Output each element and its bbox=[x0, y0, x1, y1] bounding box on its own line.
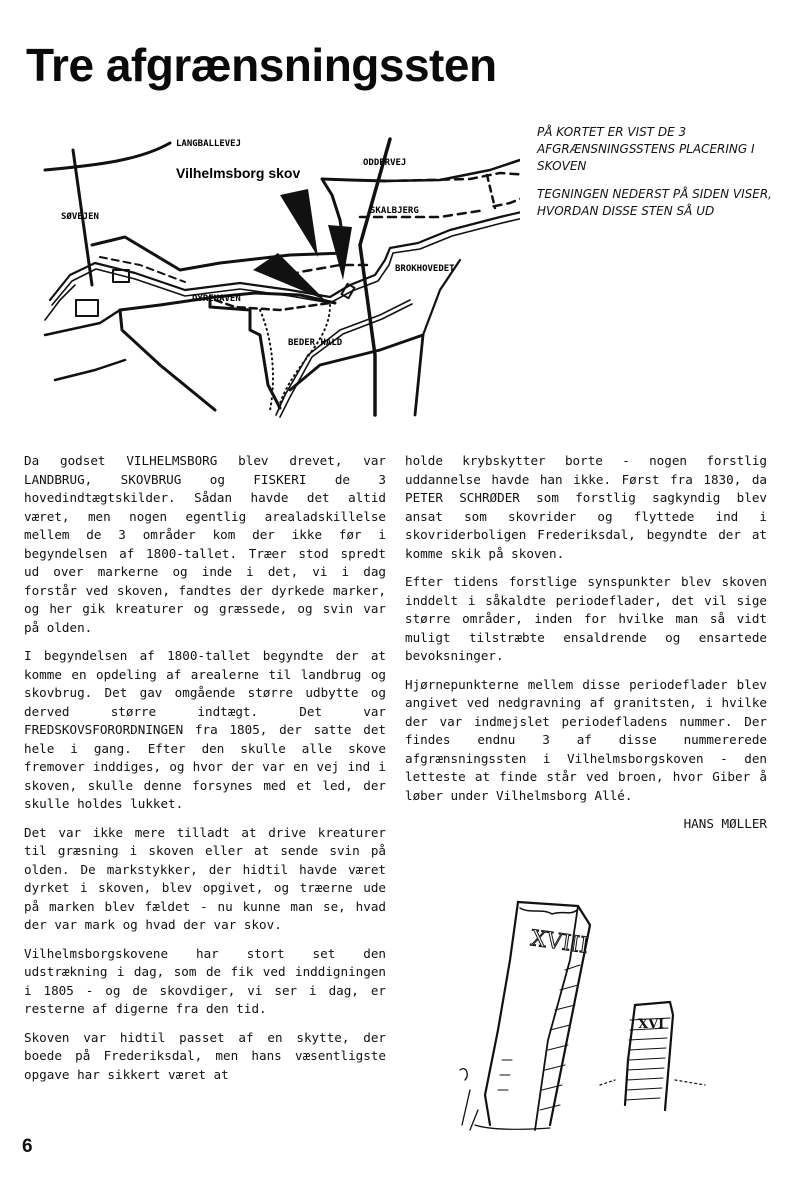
article-paragraph: holde krybskytter borte - nogen forstlig uddannelse havde han ikke. Først fra 1830, da PETER SCHRØDER som forstlig sagkyndig blev ansat som skovrider og flyttede ind i skovriderboligen Frederiksdal, begyndte der at komme skik på skoven. bbox=[405, 453, 767, 561]
stone-left-inscription: XVIII bbox=[529, 926, 590, 959]
map-label-oddervej: ODDERVEJ bbox=[363, 158, 407, 168]
caption-paragraph: PÅ KORTET ER VIST DE 3 AFGRÆNSNINGSSTENS PLACERING I SKOVEN bbox=[537, 125, 755, 173]
road-langballevej bbox=[45, 143, 170, 170]
map-label-brokhovedet: BROKHOVEDET bbox=[395, 264, 455, 274]
map-heading: Vilhelmsborg skov bbox=[176, 165, 301, 181]
map-label-skalbjerg: SKALBJERG bbox=[370, 206, 419, 216]
article-paragraph: Da godset VILHELMSBORG blev drevet, var LANDBRUG, SKOVBRUG og FISKERI de 3 hovedindtægtskilder. Sådan havde det altid været, men nogen egentlig arealadskillelse mellem de 3 områder kom der ikke før i begyndelsen af 1800-tallet. Træer stod spredt ud over markerne og inde i det, vi i dag forstår ved skoven, fandtes der dyrkede marker, og her gik kreaturer og græssede, og svin var på olden. bbox=[24, 453, 386, 635]
author-signature: HANS MØLLER bbox=[683, 816, 767, 831]
article-paragraph: Det var ikke mere tilladt at drive kreaturer til græsning i skoven eller at sende svin på olden. De markstykker, der hidtil havde været dyrket i skoven, blev opgivet, og træerne ude på marken blev fældet - nu kunne man se, hvad der var mark og hvad der var skov. bbox=[24, 824, 386, 932]
forest-map bbox=[40, 125, 520, 425]
article-paragraph: Efter tidens forstlige synspunkter blev skoven inddelt i såkaldte periodeflader, det vil sige større områder, inden for hvilke man så vidt muligt tilstræbte ensaldrende og ensartede bevoksninger. bbox=[405, 574, 767, 663]
article-column-left bbox=[24, 452, 386, 1094]
map-label-beder-hald: BEDER HALD bbox=[288, 338, 343, 348]
map-label-dyrehaven: DYREHAVEN bbox=[192, 294, 241, 304]
building bbox=[76, 300, 98, 316]
caption-paragraph: TEGNINGEN NEDERST PÅ SIDEN VISER, HVORDAN DISSE STEN SÅ UD bbox=[537, 187, 772, 218]
stone-right-inscription: XVI bbox=[638, 1017, 665, 1032]
map-label-soevejen: SØVEJEN bbox=[61, 212, 99, 222]
map-caption bbox=[537, 124, 782, 231]
map-label-langballevej: LANGBALLEVEJ bbox=[176, 139, 242, 149]
article-paragraph: I begyndelsen af 1800-tallet begyndte der at komme en opdeling af arealerne til landbrug og skovbrug. Det gav omgående større udbytte og derved større indtægt. Det var FREDSKOVSFORORDNINGEN fra 1805, der satte det hele i gang. Efter den skulle alle skove fremover inddiges, og hvor der var en vej ind i skoven, skulle denne forsynes med et led, der skulle holdes lukket. bbox=[24, 648, 386, 811]
article-paragraph: Vilhelmsborgskovene har stort set den udstrækning i dag, som de fik ved inddigningen i 1805 - og de skovdiger, vi ser i dag, er resterne af digerne fra den tid. bbox=[24, 945, 386, 1016]
stones-illustration bbox=[430, 880, 760, 1155]
article-paragraph: Skoven var hidtil passet af en skytte, der boede på Frederiksdal, men hans væsentligste opgave har sikkert været at bbox=[24, 1029, 386, 1082]
article-paragraph: Hjørnepunkterne mellem disse periodeflader blev angivet ved nedgravning af granitsten, i hvilke der var indmejslet periodefladens nummer. Der findes endnu 3 af disse nummererede afgrænsningssten i Vilhelmsborgskoven - den letteste at finde står ved broen, hvor Giber å løber under Vilhelmsborg Allé. bbox=[405, 676, 767, 803]
stone-marker-1 bbox=[280, 189, 318, 257]
page-title: Tre afgrænsningssten bbox=[26, 39, 497, 91]
page-number: 6 bbox=[22, 1136, 33, 1157]
article-column-right bbox=[405, 452, 767, 834]
